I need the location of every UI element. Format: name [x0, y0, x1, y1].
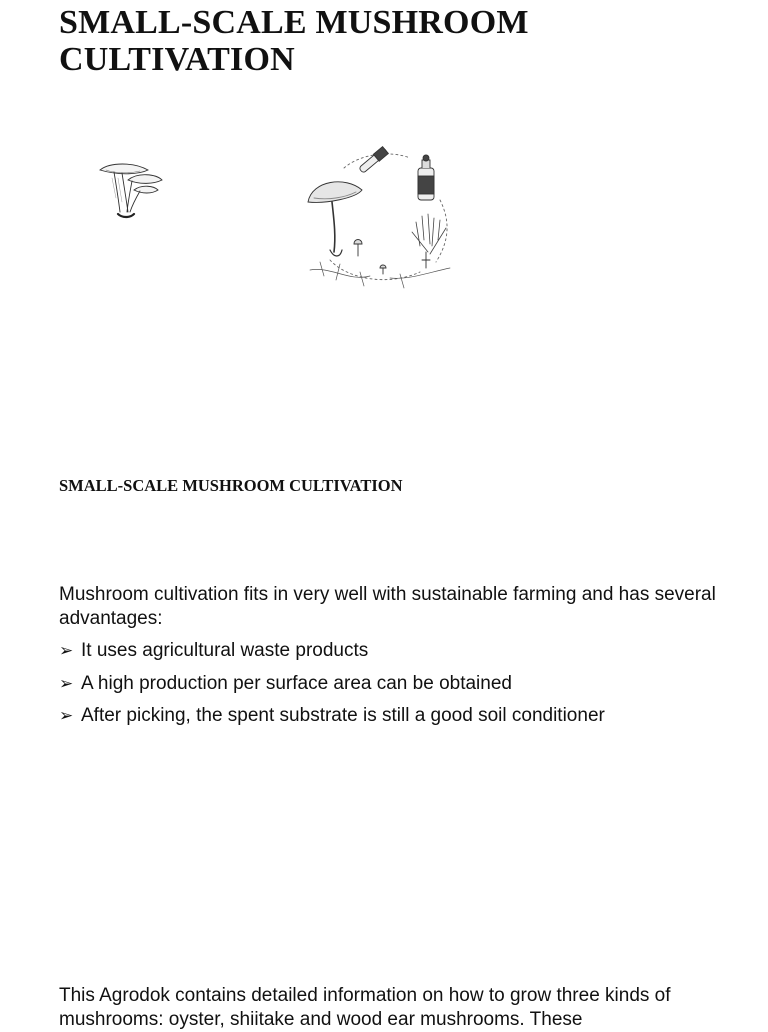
list-item — [59, 639, 719, 672]
document-subtitle: SMALL-SCALE MUSHROOM CULTIVATION — [59, 476, 403, 495]
arrowhead-bullet-icon: ➢ — [59, 673, 74, 694]
arrowhead-bullet-icon: ➢ — [59, 706, 74, 726]
advantages-list — [59, 639, 719, 737]
list-item-text: A high production per surface area can be obtained — [81, 672, 512, 694]
arrowhead-bullet-icon: ➢ — [59, 641, 74, 661]
mushroom-life-cycle-illustration — [300, 140, 470, 298]
list-item-text: It uses agricultural waste products — [81, 640, 369, 661]
closing-paragraph: This Agrodok contains detailed information on how to grow three kinds of mushrooms: oyster, shiitake and wood ear mushrooms. These — [59, 985, 671, 1030]
oyster-mushroom-illustration — [92, 158, 166, 222]
list-item — [59, 704, 719, 737]
page-title: SMALL-SCALE MUSHROOM CULTIVATION — [59, 4, 529, 78]
list-item-text: After picking, the spent substrate is still a good soil conditioner — [81, 705, 605, 726]
intro-paragraph: Mushroom cultivation fits in very well with sustainable farming and has several advantages: — [59, 584, 716, 629]
list-item — [59, 672, 719, 705]
